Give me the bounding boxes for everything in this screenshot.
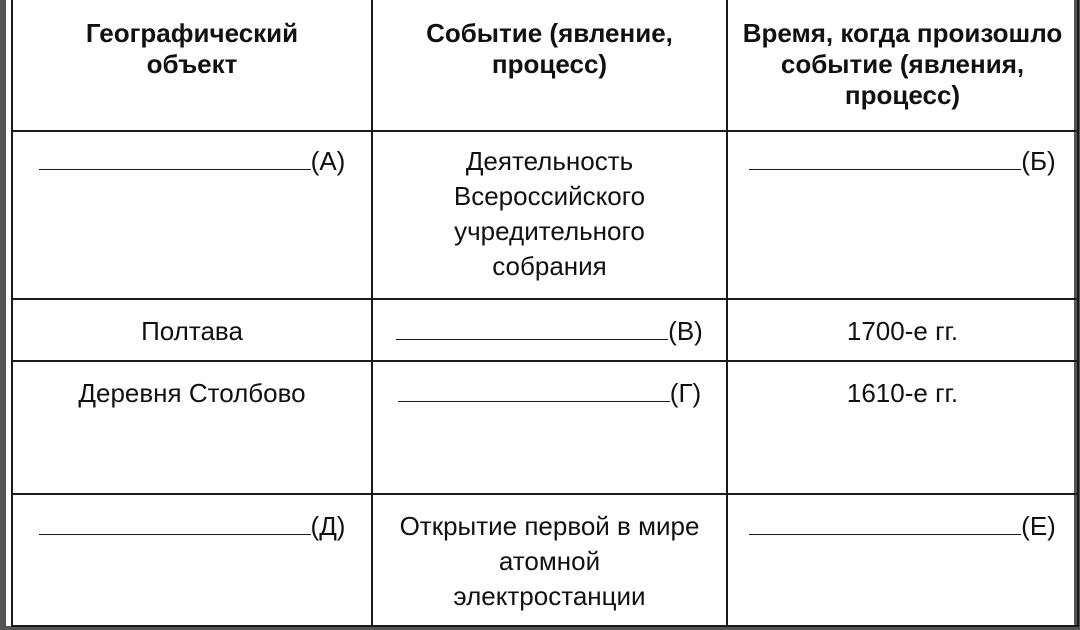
answer-blank-v[interactable] xyxy=(396,314,703,349)
blank-label: (В) xyxy=(668,316,703,346)
blank-label: (Г) xyxy=(669,378,702,408)
answer-blank-g[interactable] xyxy=(398,376,701,411)
blank-label: (Б) xyxy=(1021,146,1056,176)
row1-event-cell xyxy=(372,131,727,299)
row3-event-cell xyxy=(372,361,727,494)
row4-event-cell xyxy=(372,494,727,626)
header-time: Время, когда произошло событие (явления, процесс) xyxy=(727,0,1078,131)
answer-blank-a[interactable] xyxy=(39,144,346,179)
row2-object-cell xyxy=(12,299,372,361)
row1-time-cell xyxy=(727,131,1078,299)
table-row xyxy=(12,131,1078,299)
object-text: Полтава xyxy=(141,316,243,346)
history-table xyxy=(11,0,1079,627)
row3-object-cell xyxy=(12,361,372,494)
blank-label: (Е) xyxy=(1021,511,1056,541)
header-geographic-object: Географический объект xyxy=(12,0,372,131)
table-row xyxy=(12,494,1078,626)
event-text: Деятельность Всероссийского учредительного собрания xyxy=(453,146,646,281)
blank-label: (А) xyxy=(310,146,346,176)
row4-time-cell xyxy=(727,494,1078,626)
object-text: Деревня Столбово xyxy=(78,378,306,408)
answer-blank-e[interactable] xyxy=(749,509,1056,544)
row4-object-cell xyxy=(12,494,372,626)
table-row xyxy=(12,299,1078,361)
event-text: Открытие первой в мире атомной электростанции xyxy=(399,511,700,611)
table-row xyxy=(12,361,1078,494)
header-event: Событие (явление, процесс) xyxy=(372,0,727,131)
answer-blank-b[interactable] xyxy=(749,144,1055,179)
row3-time-cell xyxy=(727,361,1078,494)
time-text: 1610-е гг. xyxy=(846,378,959,408)
row1-object-cell xyxy=(12,131,372,299)
row2-event-cell xyxy=(372,299,727,361)
header-row xyxy=(12,0,1078,131)
row2-time-cell xyxy=(727,299,1078,361)
time-text: 1700-е гг. xyxy=(846,316,959,346)
answer-blank-d[interactable] xyxy=(39,509,346,544)
blank-label: (Д) xyxy=(310,511,346,541)
